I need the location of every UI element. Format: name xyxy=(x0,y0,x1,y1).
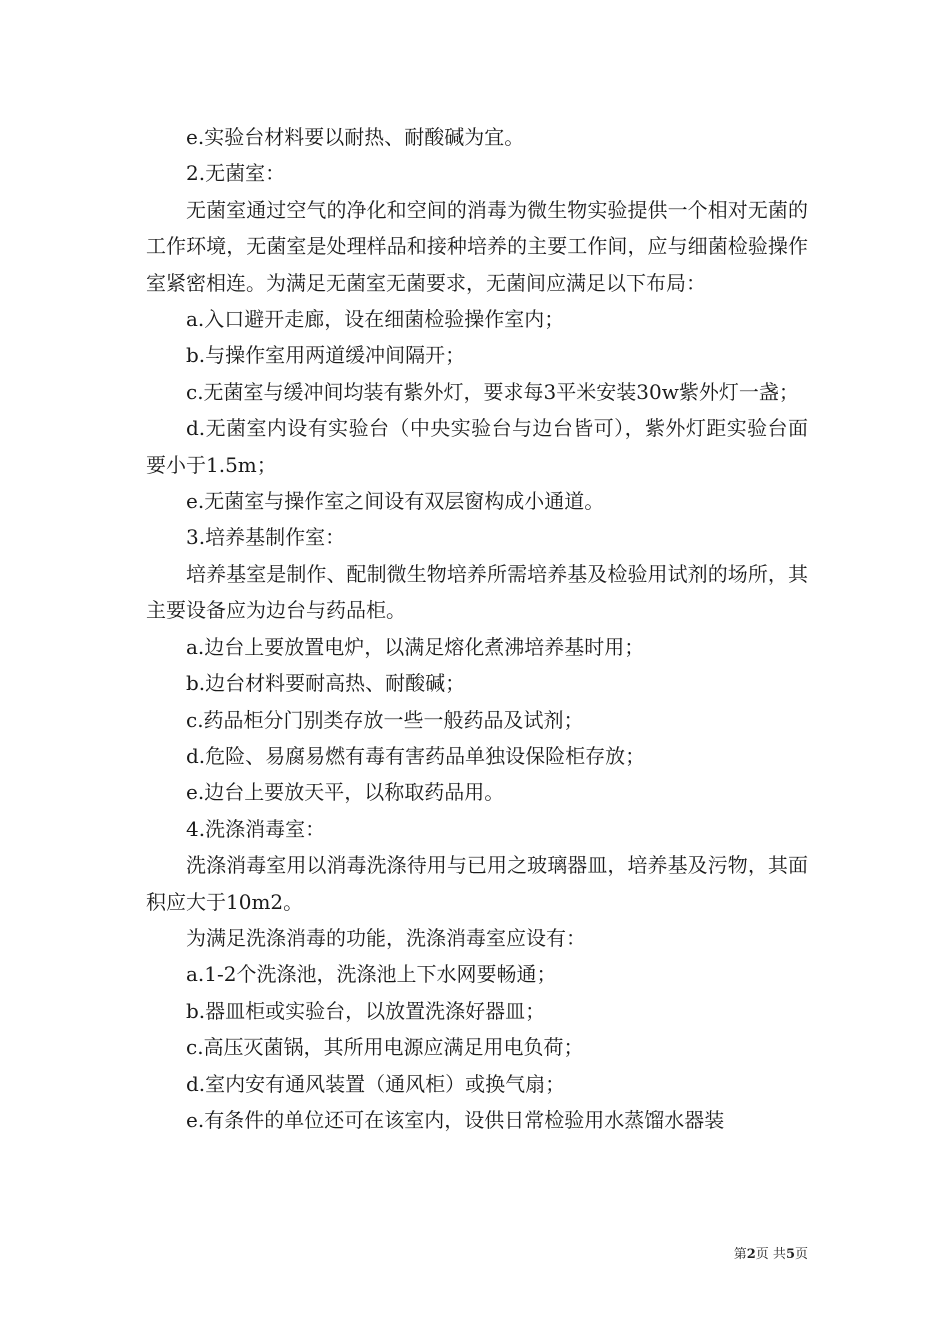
list-item: b.器皿柜或实验台，以放置洗涤好器皿； xyxy=(186,998,546,1023)
list-item: b.边台材料要耐高热、耐酸碱； xyxy=(186,671,466,696)
document-body xyxy=(146,119,808,1138)
list-item: a.1-2个洗涤池，洗涤池上下水网要畅通； xyxy=(186,962,557,987)
footer-prefix: 第 xyxy=(733,1247,747,1262)
footer-suffix: 页 xyxy=(794,1247,808,1262)
paragraph: 无菌室通过空气的净化和空间的消毒为微生物实验提供一个相对无菌的工作环境，无菌室是处理样品和接种培养的主要工作间，应与细菌检验操作室紧密相连。为满足无菌室无菌要求，无菌间应满足以下布局： xyxy=(146,197,808,295)
list-item: d.危险、易腐易燃有毒有害药品单独设保险柜存放； xyxy=(186,743,646,768)
list-item: e.有条件的单位还可在该室内，设供日常检验用水蒸馏水器装 xyxy=(186,1107,725,1132)
section-heading: 4.洗涤消毒室： xyxy=(186,816,326,841)
section-heading: 2.无菌室： xyxy=(186,161,286,186)
paragraph: 为满足洗涤消毒的功能，洗涤消毒室应设有： xyxy=(186,925,586,950)
list-item: e.边台上要放天平，以称取药品用。 xyxy=(186,780,505,805)
list-item: d.无菌室内设有实验台（中央实验台与边台皆可），紫外灯距实验台面要小于1.5m； xyxy=(146,416,808,477)
paragraph: e.实验台材料要以耐热、耐酸碱为宜。 xyxy=(186,125,525,149)
list-item: c.无菌室与缓冲间均装有紫外灯，要求每3平米安装30w紫外灯一盏； xyxy=(186,379,799,404)
list-item: c.高压灭菌锅，其所用电源应满足用电负荷； xyxy=(186,1035,584,1060)
list-item: a.边台上要放置电炉，以满足熔化煮沸培养基时用； xyxy=(186,634,645,659)
list-item: b.与操作室用两道缓冲间隔开； xyxy=(186,343,466,368)
page-number: 2 xyxy=(746,1247,756,1262)
page-footer xyxy=(734,1247,808,1263)
list-item: d.室内安有通风装置（通风柜）或换气扇； xyxy=(186,1071,566,1096)
footer-middle: 页 共 xyxy=(755,1247,786,1262)
list-item: c.药品柜分门别类存放一些一般药品及试剂； xyxy=(186,707,584,732)
list-item: e.无菌室与操作室之间设有双层窗构成小通道。 xyxy=(186,489,605,514)
paragraph: 培养基室是制作、配制微生物培养所需培养基及检验用试剂的场所，其主要设备应为边台与药品柜。 xyxy=(146,561,808,623)
section-heading: 3.培养基制作室： xyxy=(186,525,346,550)
page-total: 5 xyxy=(785,1247,795,1262)
paragraph: 洗涤消毒室用以消毒洗涤待用与已用之玻璃器皿，培养基及污物，其面积应大于10m2。 xyxy=(146,853,808,914)
list-item: a.入口避开走廊，设在细菌检验操作室内； xyxy=(186,307,565,332)
